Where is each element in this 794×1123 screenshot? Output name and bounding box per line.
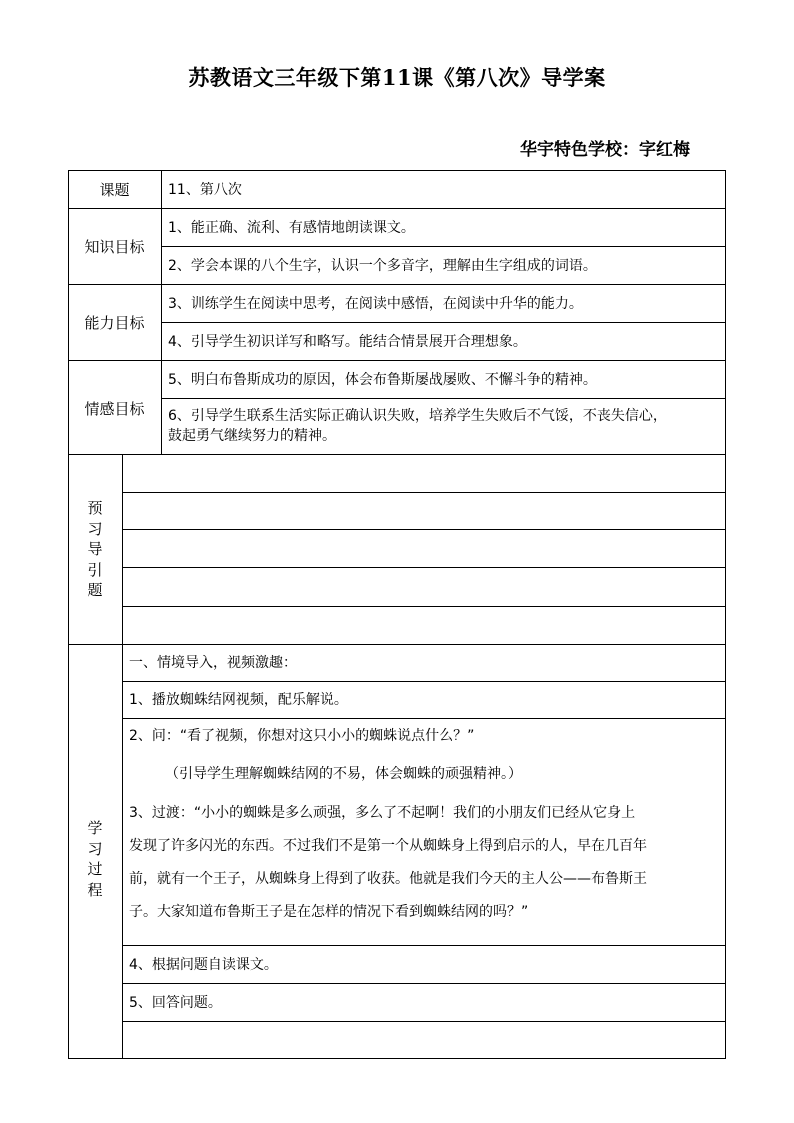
preview-guide-label: 预 习 导 引 题 xyxy=(87,499,103,599)
knowledge-goal-item: 2、学会本课的八个生字，认识一个多音字，理解由生字组成的词语。 xyxy=(168,258,597,274)
ability-goal-item: 4、引导学生初识详写和略写。能结合情景展开合理想象。 xyxy=(168,334,527,350)
table-border-left xyxy=(68,170,69,1059)
row-divider xyxy=(122,567,726,568)
process-item-transition: 3、过渡：“小小的蜘蛛是多么顽强，多么了不起啊！我们的小朋友们已经从它身上 发现了许多闪光的东西。不过我们不是第一个从蜘蛛身上得到启示的人，早在几百年 前，就有一个王子，从蜘蛛身上得到了收获。他就是我们今天的主人公——布鲁斯王 子。大家知道布鲁斯王子是在怎样的情况下看到蜘蛛结网的吗？” xyxy=(129,805,647,920)
row-divider xyxy=(68,360,726,361)
row-divider xyxy=(122,681,726,682)
row-divider xyxy=(68,208,726,209)
process-item: 2、问：“看了视频，你想对这只小小的蜘蛛说点什么？” xyxy=(129,728,475,744)
knowledge-goal-item: 1、能正确、流利、有感情地朗读课文。 xyxy=(168,220,415,236)
row-divider xyxy=(68,454,726,455)
row-divider xyxy=(161,398,726,399)
lesson-value: 11、第八次 xyxy=(168,182,242,198)
row-divider xyxy=(122,945,726,946)
emotion-goal-item-continued: 鼓起勇气继续努力的精神。 xyxy=(168,428,336,444)
learning-process-label: 学 习 过 程 xyxy=(87,819,103,899)
row-divider xyxy=(122,1021,726,1022)
row-divider xyxy=(68,644,726,645)
table-border-right xyxy=(725,170,726,1059)
row-divider xyxy=(68,284,726,285)
lesson-plan-table xyxy=(68,170,726,1059)
ability-goal-item: 3、训练学生在阅读中思考，在阅读中感悟，在阅读中升华的能力。 xyxy=(168,296,583,312)
document-title: 苏教语文三年级下第11课《第八次》导学案 xyxy=(188,65,606,90)
process-item: 5、回答问题。 xyxy=(129,995,222,1011)
process-intro: 一、情境导入，视频激趣： xyxy=(129,655,297,671)
row-divider xyxy=(122,492,726,493)
process-item-note: （引导学生理解蜘蛛结网的不易，体会蜘蛛的顽强精神。） xyxy=(165,766,522,782)
row-divider xyxy=(161,322,726,323)
row-divider xyxy=(122,606,726,607)
divider-label-column-narrow xyxy=(122,454,123,1059)
divider-label-column xyxy=(161,170,162,454)
lesson-label: 课题 xyxy=(99,181,130,199)
table-border-top xyxy=(68,170,726,171)
row-divider xyxy=(161,246,726,247)
emotion-goal-item: 5、明白布鲁斯成功的原因，体会布鲁斯屡战屡败、不懈斗争的精神。 xyxy=(168,372,597,388)
row-divider xyxy=(122,718,726,719)
emotion-goals-label: 情感目标 xyxy=(84,400,145,418)
ability-goals-label: 能力目标 xyxy=(84,314,145,332)
row-divider xyxy=(122,529,726,530)
process-item: 1、播放蜘蛛结网视频，配乐解说。 xyxy=(129,692,348,708)
knowledge-goals-label: 知识目标 xyxy=(84,238,145,256)
emotion-goal-item: 6、引导学生联系生活实际正确认识失败，培养学生失败后不气馁，不丧失信心， xyxy=(168,408,667,424)
school-author: 华宇特色学校：字红梅 xyxy=(520,140,690,160)
row-divider xyxy=(122,983,726,984)
table-border-bottom xyxy=(68,1058,726,1059)
process-item: 4、根据问题自读课文。 xyxy=(129,957,278,973)
